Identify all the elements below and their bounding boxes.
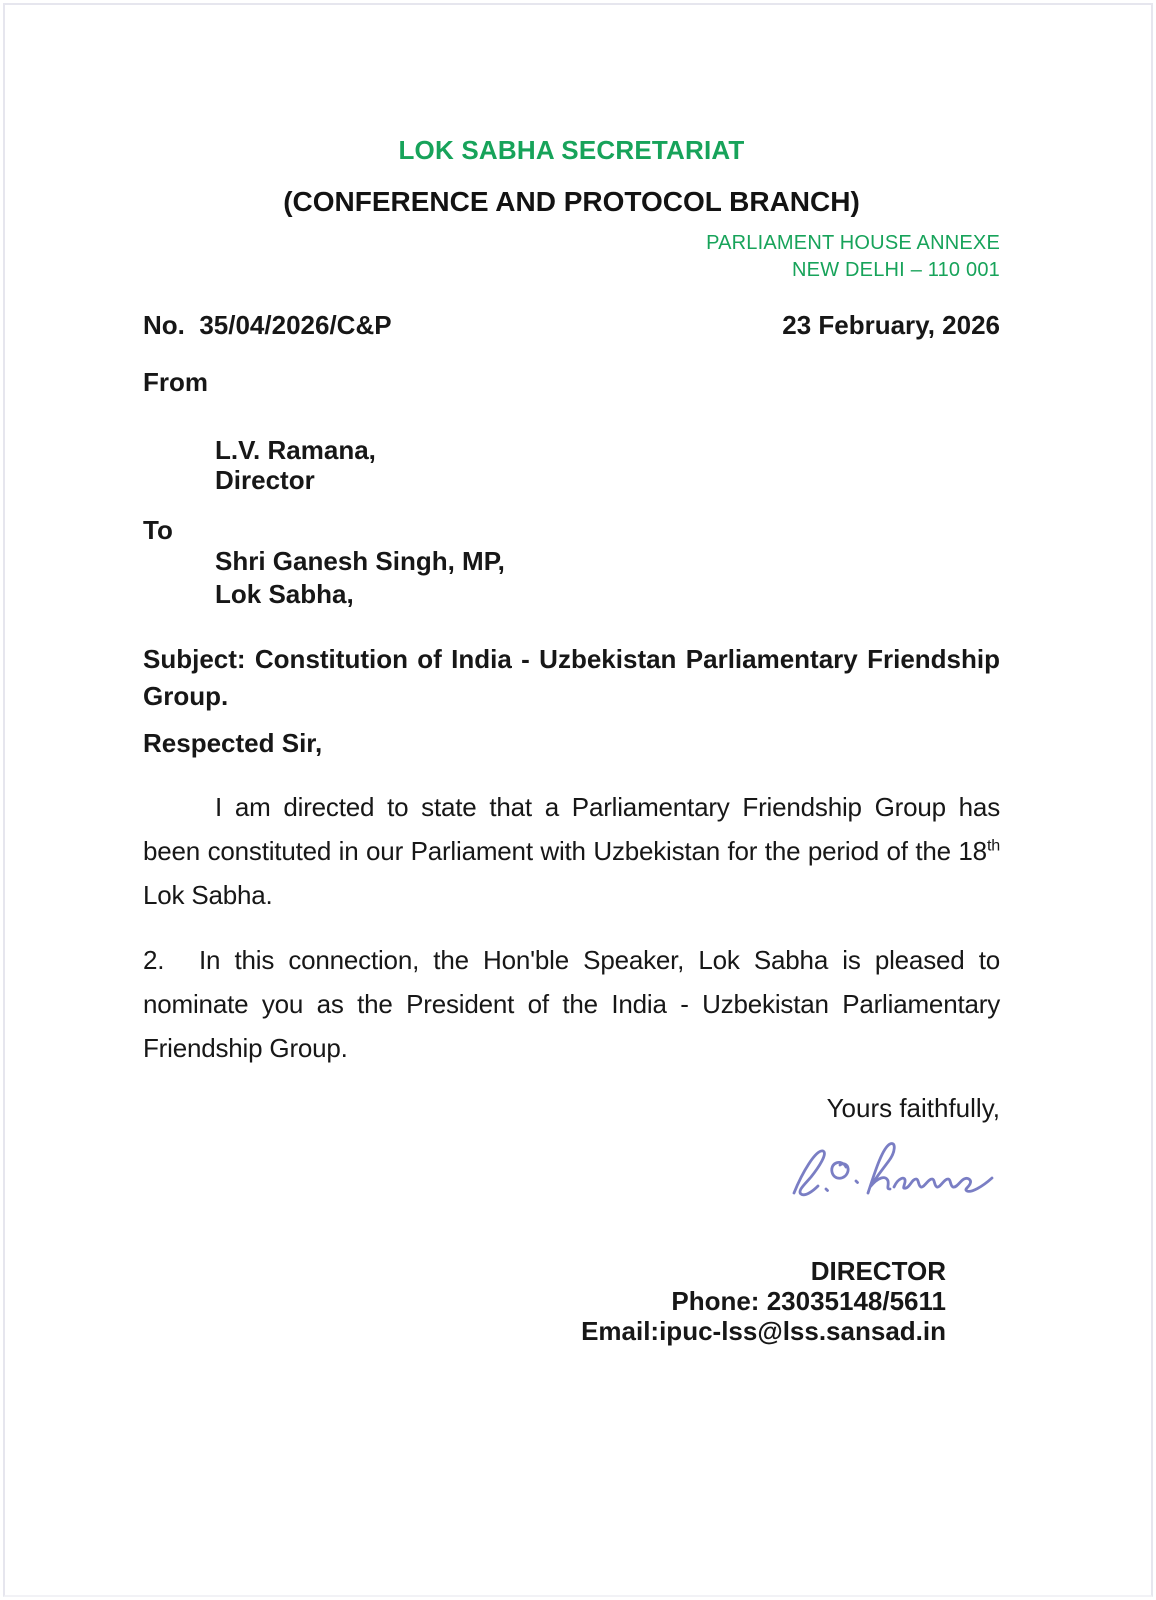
branch-title: (CONFERENCE AND PROTOCOL BRANCH) — [283, 186, 860, 217]
reference-number: No. 35/04/2026/C&P — [143, 310, 392, 340]
subject-line — [143, 641, 1000, 715]
paragraph-1-line-1: I am directed to state that a Parliamentary Friendship Group has — [215, 792, 1000, 822]
signoff-block — [143, 1256, 946, 1346]
ref-date-row — [143, 308, 1000, 342]
recipient-block — [143, 545, 1000, 611]
ordinal-superscript: th — [986, 836, 1000, 855]
signoff-phone: Phone: 23035148/5611 — [671, 1286, 946, 1316]
signature — [143, 1133, 1012, 1212]
paragraph-1-line-2 — [143, 829, 1000, 873]
sender-title: Director — [215, 465, 315, 495]
body-paragraph-2 — [143, 938, 1000, 1070]
from-label: From — [143, 367, 208, 397]
sender-name: L.V. Ramana, — [215, 435, 376, 465]
paragraph-2-line-3: Friendship Group. — [143, 1033, 348, 1063]
signoff-email: Email:ipuc-lss@lss.sansad.in — [581, 1316, 946, 1346]
letter-document — [143, 132, 1000, 1346]
body-paragraph-1 — [143, 785, 1000, 917]
paragraph-1-line-2-text: been constituted in our Parliament with Uzbekistan for the period of the 18 — [143, 836, 987, 866]
recipient-name: Shri Ganesh Singh, MP, — [215, 546, 505, 576]
address-line-2: NEW DELHI – 110 001 — [792, 259, 1000, 281]
recipient-org: Lok Sabha, — [215, 579, 354, 609]
subject-line-1: Subject: Constitution of India - Uzbekistan Parliamentary Friendship — [143, 644, 1000, 674]
paragraph-number: 2. — [143, 945, 165, 975]
paragraph-2-line-1 — [143, 938, 1000, 982]
subject-line-2: Group. — [143, 681, 229, 711]
closing-phrase: Yours faithfully, — [826, 1093, 1000, 1123]
letter-date: 23 February, 2026 — [782, 310, 1000, 340]
salutation: Respected Sir, — [143, 728, 323, 758]
signature-script — [784, 1133, 1012, 1207]
address-line-1: PARLIAMENT HOUSE ANNEXE — [706, 232, 1000, 254]
sender-block — [143, 435, 1000, 495]
secretariat-title: LOK SABHA SECRETARIAT — [398, 135, 745, 165]
address-block — [143, 230, 1000, 284]
paragraph-1-line-3: Lok Sabha. — [143, 880, 273, 910]
paragraph-2-line-2: nominate you as the President of the India - Uzbekistan Parliamentary — [143, 989, 1000, 1019]
paragraph-2-line-1-text: In this connection, the Hon'ble Speaker, Lok Sabha is pleased to — [199, 945, 1000, 975]
signoff-title: DIRECTOR — [810, 1256, 946, 1286]
to-label: To — [143, 515, 173, 545]
